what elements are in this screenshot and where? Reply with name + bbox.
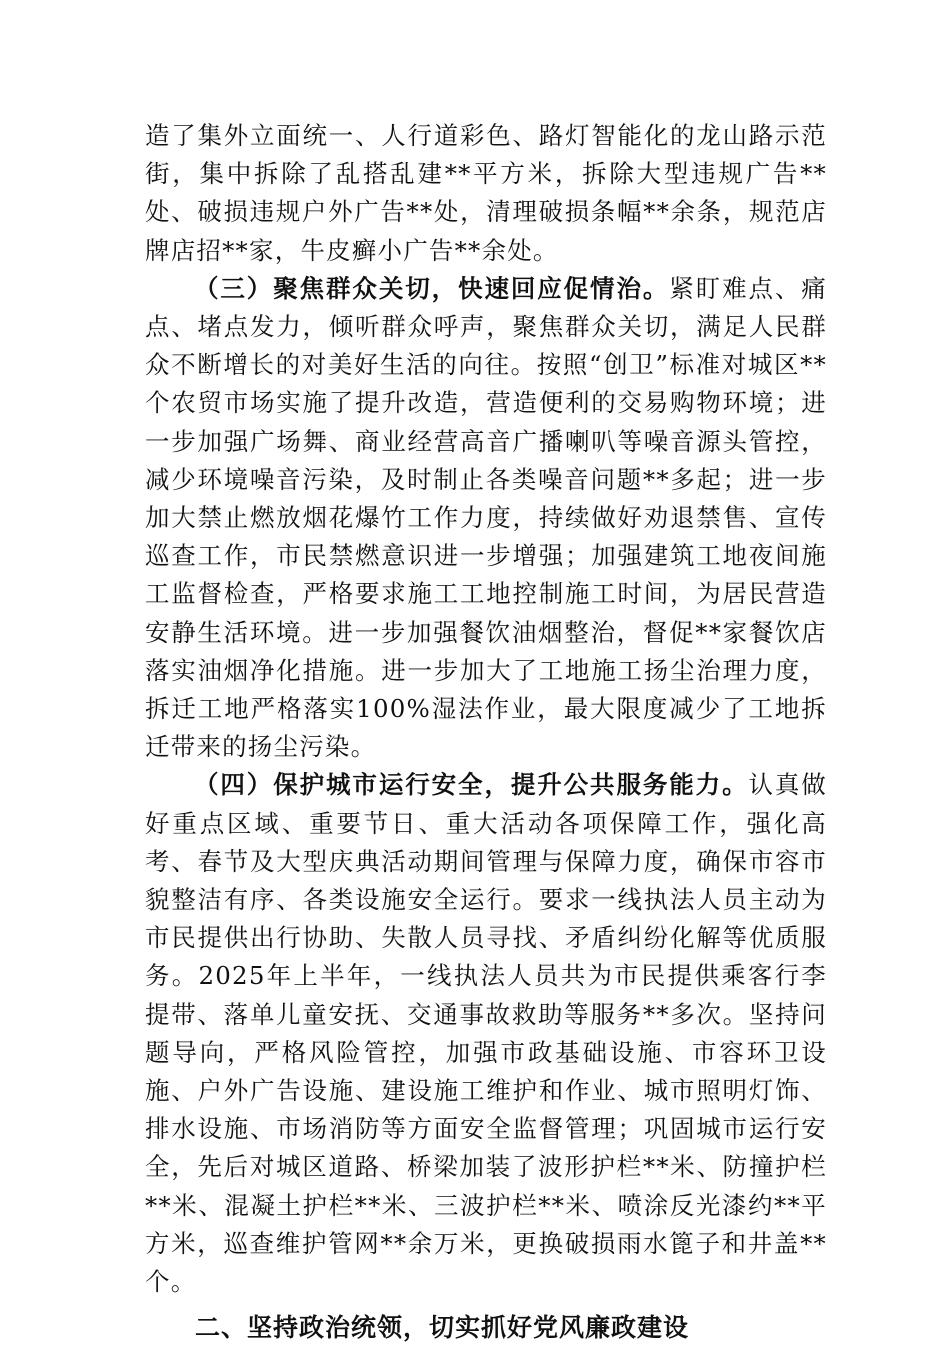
section-four-lead: （四）保护城市运行安全，提升公共服务能力。 [194, 770, 749, 800]
paragraph-section-four [145, 766, 827, 1301]
paragraph-continuation [145, 117, 827, 270]
document-body [145, 117, 827, 1349]
section-heading: 二、坚持政治统领，切实抓好党风廉政建设 [195, 1313, 690, 1343]
paragraph-section-three [145, 270, 827, 767]
section-three-lead: （三）聚焦群众关切，快速回应促情治。 [194, 273, 670, 303]
paragraph-continuation-text: 造了集外立面统一、人行道彩色、路灯智能化的龙山路示范街，集中拆除了乱搭乱建**平方米，拆除大型违规广告**处、破损违规户外广告**处，清理破损条幅**余条，规范店牌店招**家，牛皮癣小广告**余处。 [145, 121, 827, 265]
section-three-text: 紧盯难点、痛点、堵点发力，倾听群众呼声，聚焦群众关切，满足人民群众不断增长的对美好生活的向往。按照“创卫”标准对城区**个农贸市场实施了提升改造，营造便利的交易购物环境；进一步加强广场舞、商业经营高音广播喇叭等噪音源头管控，减少环境噪音污染，及时制止各类噪音问题**多起；进一步加大禁止燃放烟花爆竹工作力度，持续做好劝退禁售、宣传巡查工作，市民禁燃意识进一步增强；加强建筑工地夜间施工监督检查，严格要求施工工地控制施工时间，为居民营造安静生活环境。进一步加强餐饮油烟整治，督促**家餐饮店落实油烟净化措施。进一步加大了工地施工扬尘治理力度，拆迁工地严格落实100%湿法作业，最大限度减少了工地拆迁带来的扬尘污染。 [145, 273, 827, 762]
section-four-text: 认真做好重点区域、重要节日、重大活动各项保障工作，强化高考、春节及大型庆典活动期间管理与保障力度，确保市容市貌整洁有序、各类设施安全运行。要求一线执法人员主动为市民提供出行协助、失散人员寻找、矛盾纠纷化解等优质服务。2025年上半年，一线执法人员共为市民提供乘客行李提带、落单儿童安抚、交通事故救助等服务**多次。坚持问题导向，严格风险管控，加强市政基础设施、市容环卫设施、户外广告设施、建设施工维护和作业、城市照明灯饰、排水设施、市场消防等方面安全监督管理；巩固城市运行安全，先后对城区道路、桥梁加装了波形护栏**米、防撞护栏**米、混凝土护栏**米、三波护栏**米、喷涂反光漆约**平方米，巡查维护管网**余万米，更换破损雨水篦子和井盖**个。 [145, 770, 827, 1297]
